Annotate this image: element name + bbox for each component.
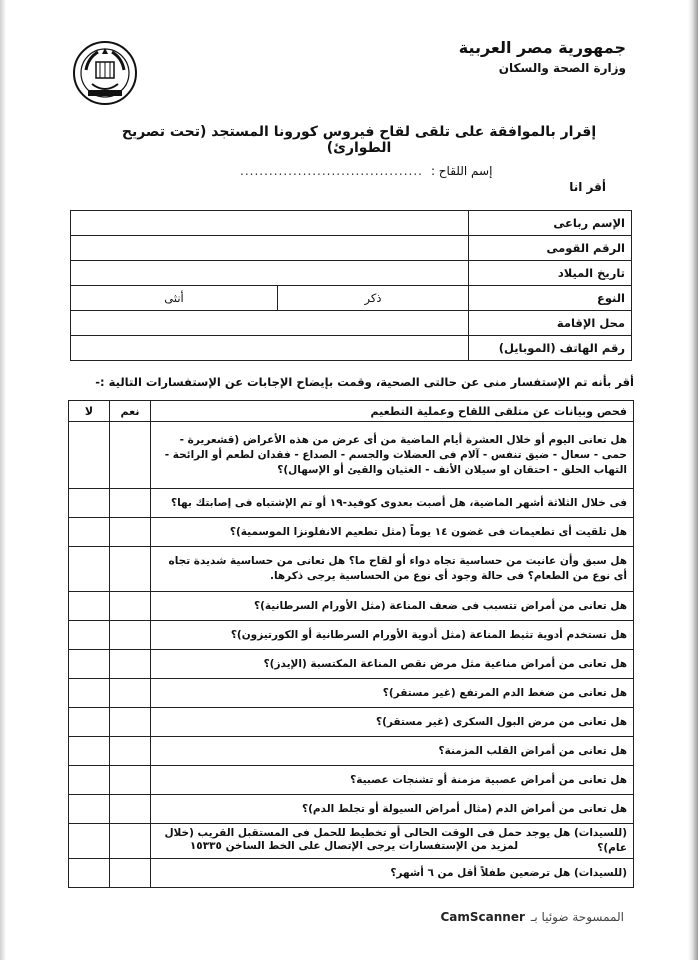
question-text: هل تعانى من أمراض الدم (مثال أمراض السيولة أو تجلط الدم)؟: [151, 795, 634, 824]
table-row: [71, 261, 632, 286]
vaccine-name-field[interactable]: ......................................: [240, 164, 423, 178]
answer-no-cell[interactable]: [69, 621, 110, 650]
answer-no-cell[interactable]: [69, 708, 110, 737]
answer-yes-cell[interactable]: [110, 650, 151, 679]
question-text: هل تعانى من ضغط الدم المرتفع (غير مستقر)؟: [151, 679, 634, 708]
questions-header: فحص وبيانات عن متلقى اللقاح وعملية التطعيم: [151, 401, 634, 422]
question-text: هل تستخدم أدوية تثبط المناعة (مثل أدوية الأورام السرطانية أو الكورتيزون)؟: [151, 621, 634, 650]
gender-label: النوع: [469, 286, 632, 311]
table-row: [69, 547, 634, 592]
answer-no-cell[interactable]: [69, 592, 110, 621]
answer-no-cell[interactable]: [69, 547, 110, 592]
scanner-brand: CamScanner: [440, 910, 525, 924]
scan-edge-right: [688, 0, 698, 960]
question-text: هل تلقيت أى تطعيمات فى غضون ١٤ يوماً (مثل تطعيم الانفلونزا الموسمية)؟: [151, 518, 634, 547]
country-name: جمهورية مصر العربية: [458, 38, 626, 57]
no-header: لا: [69, 401, 110, 422]
table-row: [69, 679, 634, 708]
declare-label: أقر انا: [569, 180, 606, 194]
table-row: [69, 795, 634, 824]
question-text: (للسيدات) هل ترضعين طفلاً أقل من ٦ أشهر؟: [151, 859, 634, 888]
table-row: [71, 211, 632, 236]
health-questions-table: [68, 400, 634, 888]
table-row: [69, 859, 634, 888]
scan-edge-left: [0, 0, 6, 960]
table-row: [69, 489, 634, 518]
question-text: هل سبق وأن عانيت من حساسية تجاه دواء أو لقاح ما؟ هل تعانى من حساسية شديدة تجاه أى نوع من الطعام؟ فى حالة وجود أى نوع من الحساسية يرجى ذكرها.: [151, 547, 634, 592]
table-row: [71, 236, 632, 261]
gender-female-option[interactable]: أنثى: [71, 286, 278, 311]
table-row: [69, 621, 634, 650]
answer-yes-cell[interactable]: [110, 737, 151, 766]
answer-no-cell[interactable]: [69, 679, 110, 708]
vaccine-name-row: [240, 164, 492, 178]
answer-yes-cell[interactable]: [110, 592, 151, 621]
answer-yes-cell[interactable]: [110, 621, 151, 650]
question-text: هل تعانى من مرض البول السكرى (غير مستقر)؟: [151, 708, 634, 737]
ministry-header: [459, 38, 626, 78]
question-text: هل تعانى من أمراض تتسبب فى ضعف المناعة (مثل الأورام السرطانية)؟: [151, 592, 634, 621]
national-id-label: الرقم القومى: [469, 236, 632, 261]
question-text: (للسيدات) هل يوجد حمل فى الوقت الحالى أو تخطيط للحمل فى المستقبل القريب (خلال عام)؟: [151, 824, 634, 859]
answer-no-cell[interactable]: [69, 518, 110, 547]
answer-no-cell[interactable]: [69, 650, 110, 679]
answer-no-cell[interactable]: [69, 795, 110, 824]
table-header-row: [69, 401, 634, 422]
table-row: [69, 737, 634, 766]
answer-yes-cell[interactable]: [110, 489, 151, 518]
gender-male-option[interactable]: ذكر: [277, 286, 468, 311]
table-row: [71, 336, 632, 361]
answer-no-cell[interactable]: [69, 766, 110, 795]
question-text: هل تعانى من أمراض القلب المزمنة؟: [151, 737, 634, 766]
answer-yes-cell[interactable]: [110, 518, 151, 547]
full-name-label: الإسم رباعى: [469, 211, 632, 236]
table-row: [69, 650, 634, 679]
residence-field[interactable]: [71, 311, 469, 336]
phone-field[interactable]: [71, 336, 469, 361]
answer-no-cell[interactable]: [69, 824, 110, 859]
scanner-watermark: [440, 910, 624, 924]
table-row: [69, 766, 634, 795]
ministry-name: وزارة الصحة والسكان: [498, 61, 626, 75]
yes-header: نعم: [110, 401, 151, 422]
answer-yes-cell[interactable]: [110, 679, 151, 708]
question-text: هل تعانى اليوم أو خلال العشرة أيام الماضية من أى عرض من هذه الأعراض (قشعريرة - حمى - سعال - ضيق تنفس - آلام فى العضلات والجسم - الصداع - فقدان لطعم أو الرائحة - التهاب الحلق - احتقان او سيلان الأنف - الغثيان والقيئ أو الإسهال)؟: [151, 422, 634, 489]
intro-text: أقر بأنه تم الإستفسار منى عن حالتى الصحية، وقمت بإيضاح الإجابات عن الإستفسارات التالية :-: [95, 375, 634, 389]
answer-yes-cell[interactable]: [110, 824, 151, 859]
question-text: هل تعانى من أمراض مناعية مثل مرض نقص المناعة المكتسبة (الإيدز)؟: [151, 650, 634, 679]
ministry-logo: [72, 40, 138, 106]
table-row: [69, 592, 634, 621]
form-title: إقرار بالموافقة على تلقى لقاح فيروس كورونا المستجد (تحت تصريح الطوارئ): [121, 124, 597, 156]
answer-no-cell[interactable]: [69, 422, 110, 489]
phone-label: رقم الهاتف (الموبايل): [469, 336, 632, 361]
question-text: هل تعانى من أمراض عصبية مزمنة أو تشنجات عصبية؟: [151, 766, 634, 795]
table-row: [71, 286, 632, 311]
personal-info-table: [70, 210, 632, 361]
answer-yes-cell[interactable]: [110, 766, 151, 795]
table-row: [69, 708, 634, 737]
residence-label: محل الإقامة: [469, 311, 632, 336]
answer-no-cell[interactable]: [69, 737, 110, 766]
table-row: [71, 311, 632, 336]
answer-yes-cell[interactable]: [110, 547, 151, 592]
scanner-text: الممسوحة ضوئيا بـ: [530, 910, 624, 924]
birth-date-field[interactable]: [71, 261, 469, 286]
answer-no-cell[interactable]: [69, 859, 110, 888]
answer-yes-cell[interactable]: [110, 859, 151, 888]
answer-yes-cell[interactable]: [110, 708, 151, 737]
question-text: فى خلال الثلاثة أشهر الماضية، هل أصبت بعدوى كوفيد-١٩ أو تم الإشتباه فى إصابتك بها؟: [151, 489, 634, 518]
table-row: [69, 422, 634, 489]
national-id-field[interactable]: [71, 236, 469, 261]
answer-yes-cell[interactable]: [110, 795, 151, 824]
hotline-footer: لمزيد من الإستفسارات يرجى الإتصال على الخط الساخن ١٥٣٣٥: [189, 840, 519, 852]
table-row: [69, 518, 634, 547]
birth-date-label: تاريخ الميلاد: [469, 261, 632, 286]
vaccine-name-label: إسم اللقاح :: [430, 164, 493, 178]
answer-no-cell[interactable]: [69, 489, 110, 518]
answer-yes-cell[interactable]: [110, 422, 151, 489]
full-name-field[interactable]: [71, 211, 469, 236]
